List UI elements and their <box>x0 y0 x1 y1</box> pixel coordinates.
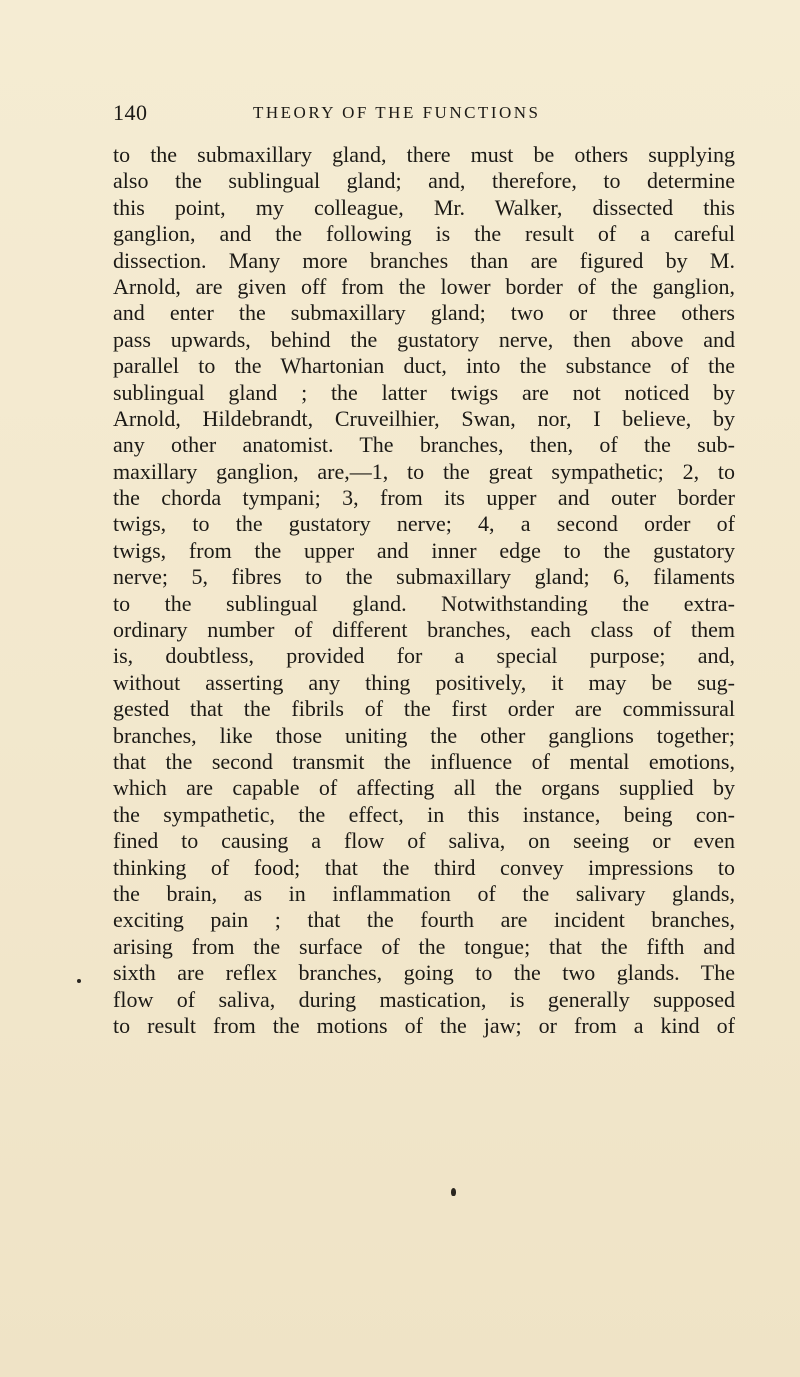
text-line: the brain, as in inflammation of the salivary glands, <box>113 880 735 906</box>
page-header <box>113 100 733 126</box>
text-line: ganglion, and the following is the result of a careful <box>113 221 735 247</box>
text-line: parallel to the Whartonian duct, into the substance of the <box>113 353 735 379</box>
ink-spot <box>451 1188 456 1196</box>
text-line: Arnold, Hildebrandt, Cruveilhier, Swan, nor, I believe, by <box>113 405 735 431</box>
running-head: THEORY OF THE FUNCTIONS <box>253 103 541 122</box>
body-text <box>113 142 735 1039</box>
text-line: sublingual gland ; the latter twigs are not noticed by <box>113 379 735 405</box>
text-line: Arnold, are given off from the lower border of the ganglion, <box>113 273 735 299</box>
text-line: to the sublingual gland. Notwithstanding the extra- <box>113 590 735 616</box>
margin-mark <box>77 979 81 983</box>
text-line: twigs, to the gustatory nerve; 4, a second order of <box>113 511 735 537</box>
text-line: maxillary ganglion, are,—1, to the great sympathetic; 2, to <box>113 458 735 484</box>
text-line: thinking of food; that the third convey impressions to <box>113 854 735 880</box>
text-line: to result from the motions of the jaw; or from a kind of <box>113 1012 735 1038</box>
text-line: also the sublingual gland; and, therefore, to determine <box>113 168 735 194</box>
text-line: twigs, from the upper and inner edge to the gustatory <box>113 537 735 563</box>
text-line: nerve; 5, fibres to the submaxillary gland; 6, filaments <box>113 564 735 590</box>
text-line: ordinary number of different branches, each class of them <box>113 617 735 643</box>
text-line: the chorda tympani; 3, from its upper and outer border <box>113 485 735 511</box>
text-line: which are capable of affecting all the organs supplied by <box>113 775 735 801</box>
text-line: fined to causing a flow of saliva, on seeing or even <box>113 828 735 854</box>
page-number: 140 <box>113 100 148 125</box>
text-line: that the second transmit the influence of mental emotions, <box>113 748 735 774</box>
text-line: any other anatomist. The branches, then, of the sub- <box>113 432 735 458</box>
text-line: dissection. Many more branches than are figured by M. <box>113 247 735 273</box>
text-line: this point, my colleague, Mr. Walker, dissected this <box>113 194 735 220</box>
text-line: and enter the submaxillary gland; two or three others <box>113 300 735 326</box>
text-line: sixth are reflex branches, going to the two glands. The <box>113 960 735 986</box>
text-line: flow of saliva, during mastication, is generally supposed <box>113 986 735 1012</box>
text-line: to the submaxillary gland, there must be others supplying <box>113 142 735 167</box>
text-line: is, doubtless, provided for a special purpose; and, <box>113 643 735 669</box>
text-line: pass upwards, behind the gustatory nerve, then above and <box>113 326 735 352</box>
text-line: the sympathetic, the effect, in this instance, being con- <box>113 801 735 827</box>
text-line: arising from the surface of the tongue; that the fifth and <box>113 933 735 959</box>
text-line: gested that the fibrils of the first order are commissural <box>113 696 735 722</box>
text-line: without asserting any thing positively, it may be sug- <box>113 669 735 695</box>
text-line: branches, like those uniting the other ganglions together; <box>113 722 735 748</box>
text-line: exciting pain ; that the fourth are incident branches, <box>113 907 735 933</box>
